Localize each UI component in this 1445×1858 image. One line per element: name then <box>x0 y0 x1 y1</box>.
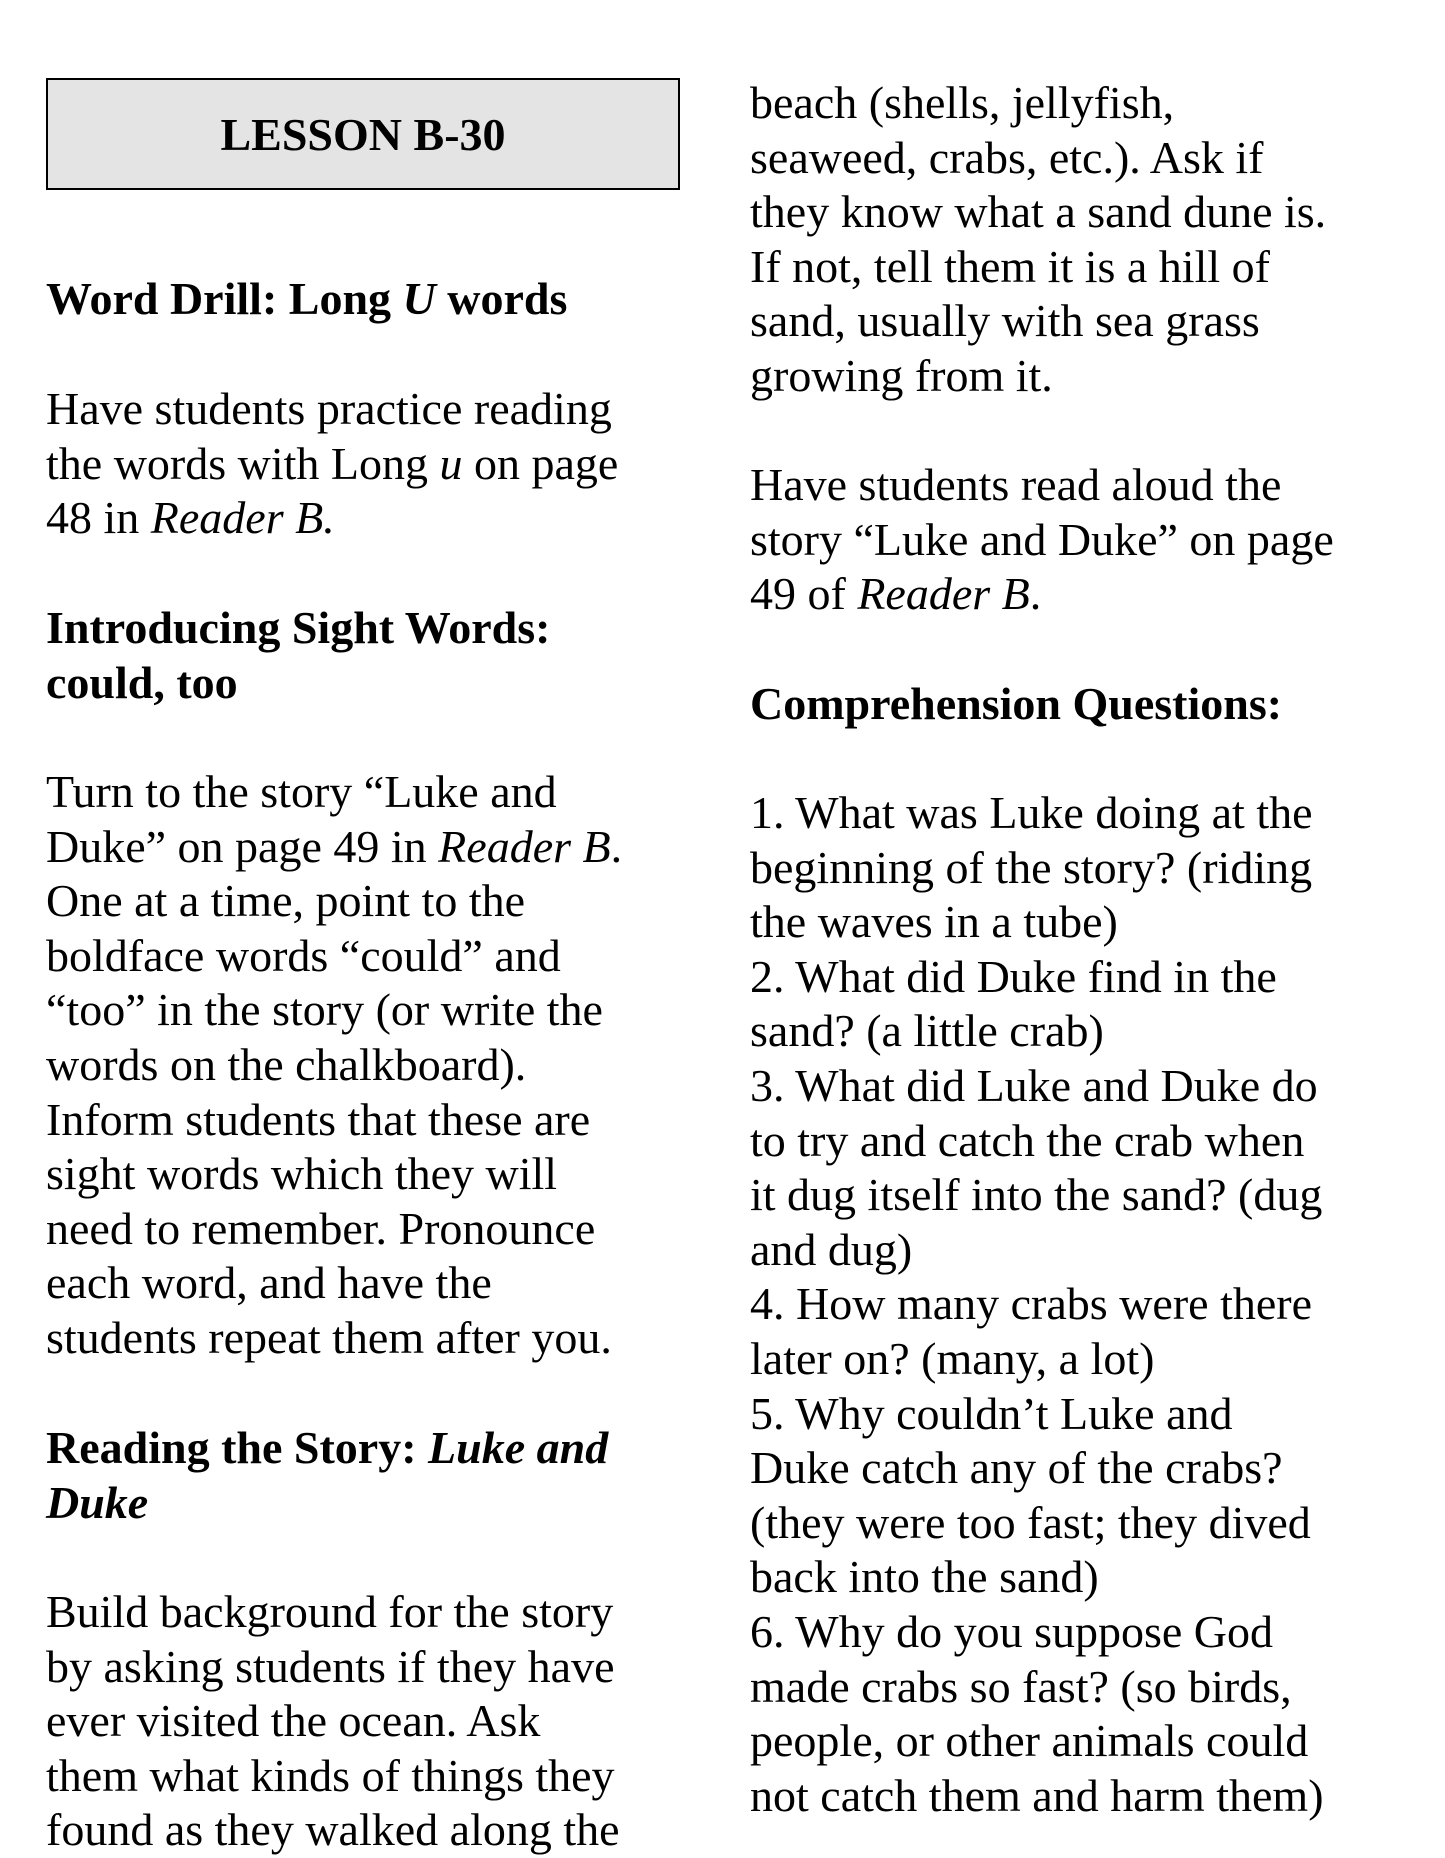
story-title: Luke and <box>428 1422 609 1473</box>
comprehension-heading-text: Comprehension Questions: <box>750 678 1283 729</box>
lesson-title: LESSON B-30 <box>220 108 506 160</box>
read-aloud-text: 49 of <box>750 568 858 620</box>
word-drill-heading <box>46 272 567 327</box>
read-aloud-line: Have students read aloud the <box>750 459 1282 510</box>
background-body <box>46 1585 620 1858</box>
sight-words-line <box>46 820 622 875</box>
question-line: 6. Why do you suppose God <box>750 1605 1274 1657</box>
word-drill-line: Have students practice reading <box>46 383 612 434</box>
question-line: 3. What did Luke and Duke do <box>750 1059 1318 1111</box>
sight-words-line: each word, and have the <box>46 1257 492 1309</box>
lesson-title-box <box>46 78 680 190</box>
background-line: found as they walked along the <box>46 1804 620 1856</box>
background-line: Build background for the story <box>46 1586 614 1637</box>
sight-words-line: sight words which they will <box>46 1148 558 1200</box>
question-line: made crabs so fast? (so birds, <box>750 1660 1292 1712</box>
sight-words-heading-line: Introducing Sight Words: <box>46 602 551 653</box>
question-line: the waves in a tube) <box>750 896 1118 948</box>
question-line: back into the sand) <box>750 1551 1099 1603</box>
question-line: people, or other animals could <box>750 1715 1309 1767</box>
reader-title: Reader B <box>857 568 1030 620</box>
word-drill-body <box>46 382 618 546</box>
word-drill-text: the words with Long <box>46 437 440 489</box>
background-line: If not, tell them it is a hill of <box>750 240 1270 292</box>
background-line: sand, usually with sea grass <box>750 295 1260 347</box>
sight-words-line: need to remember. Pronounce <box>46 1202 596 1254</box>
reading-story-heading-text: Reading the Story: <box>46 1422 429 1473</box>
question-line: 4. How many crabs were there <box>750 1278 1312 1330</box>
background-continued <box>750 76 1326 404</box>
comprehension-questions <box>750 786 1324 1823</box>
question-line: not catch them and harm them) <box>750 1769 1324 1821</box>
sight-words-text: . <box>610 820 623 872</box>
word-drill-letter: u <box>439 437 463 489</box>
sight-words-text: Duke” on page 49 in <box>46 820 439 872</box>
reader-title: Reader B. <box>150 492 335 544</box>
story-title: Duke <box>46 1476 149 1528</box>
sight-words-line: boldface words “could” and <box>46 929 561 981</box>
sight-words-line: Turn to the story “Luke and <box>46 766 557 817</box>
sight-words-line: “too” in the story (or write the <box>46 984 603 1036</box>
word-drill-line <box>46 437 618 492</box>
word-drill-line <box>46 491 618 546</box>
background-line: ever visited the ocean. Ask <box>46 1695 541 1747</box>
reader-title: Reader B <box>438 820 611 872</box>
background-line: growing from it. <box>750 349 1053 401</box>
sight-words-line: Inform students that these are <box>46 1093 591 1145</box>
comprehension-heading <box>750 677 1282 732</box>
background-line: them what kinds of things they <box>46 1749 615 1801</box>
word-drill-text: on page <box>462 437 619 489</box>
reading-story-heading <box>46 1421 608 1530</box>
question-line: 1. What was Luke doing at the <box>750 787 1313 838</box>
sight-words-heading <box>46 601 550 710</box>
word-drill-text: 48 in <box>46 492 151 544</box>
word-drill-heading-letter: U <box>402 273 436 324</box>
sight-words-line: One at a time, point to the <box>46 875 526 927</box>
background-line: seaweed, crabs, etc.). Ask if <box>750 131 1264 183</box>
question-line: (they were too fast; they dived <box>750 1496 1311 1548</box>
question-line: later on? (many, a lot) <box>750 1332 1155 1384</box>
question-line: 5. Why couldn’t Luke and <box>750 1387 1233 1439</box>
read-aloud-line: story “Luke and Duke” on page <box>750 513 1334 565</box>
question-line: sand? (a little crab) <box>750 1005 1104 1057</box>
question-line: and dug) <box>750 1223 913 1275</box>
question-line: beginning of the story? (riding <box>750 841 1313 893</box>
sight-words-heading-line: could, too <box>46 656 238 708</box>
background-line: beach (shells, jellyfish, <box>750 77 1175 128</box>
sight-words-line: words on the chalkboard). <box>46 1038 527 1090</box>
read-aloud-text: . <box>1029 568 1042 620</box>
word-drill-heading-suffix: words <box>435 273 568 324</box>
background-line: they know what a sand dune is. <box>750 186 1327 238</box>
question-line: 2. What did Duke find in the <box>750 950 1277 1002</box>
question-line: to try and catch the crab when <box>750 1114 1305 1166</box>
question-line: it dug itself into the sand? (dug <box>750 1169 1323 1221</box>
read-aloud-body <box>750 458 1334 622</box>
reading-story-heading-line <box>46 1421 608 1476</box>
read-aloud-line <box>750 567 1334 622</box>
sight-words-body <box>46 765 622 1366</box>
background-line: by asking students if they have <box>46 1640 615 1692</box>
word-drill-heading-prefix: Word Drill: Long <box>46 273 403 324</box>
question-line: Duke catch any of the crabs? <box>750 1442 1283 1494</box>
sight-words-line: students repeat them after you. <box>46 1311 612 1363</box>
